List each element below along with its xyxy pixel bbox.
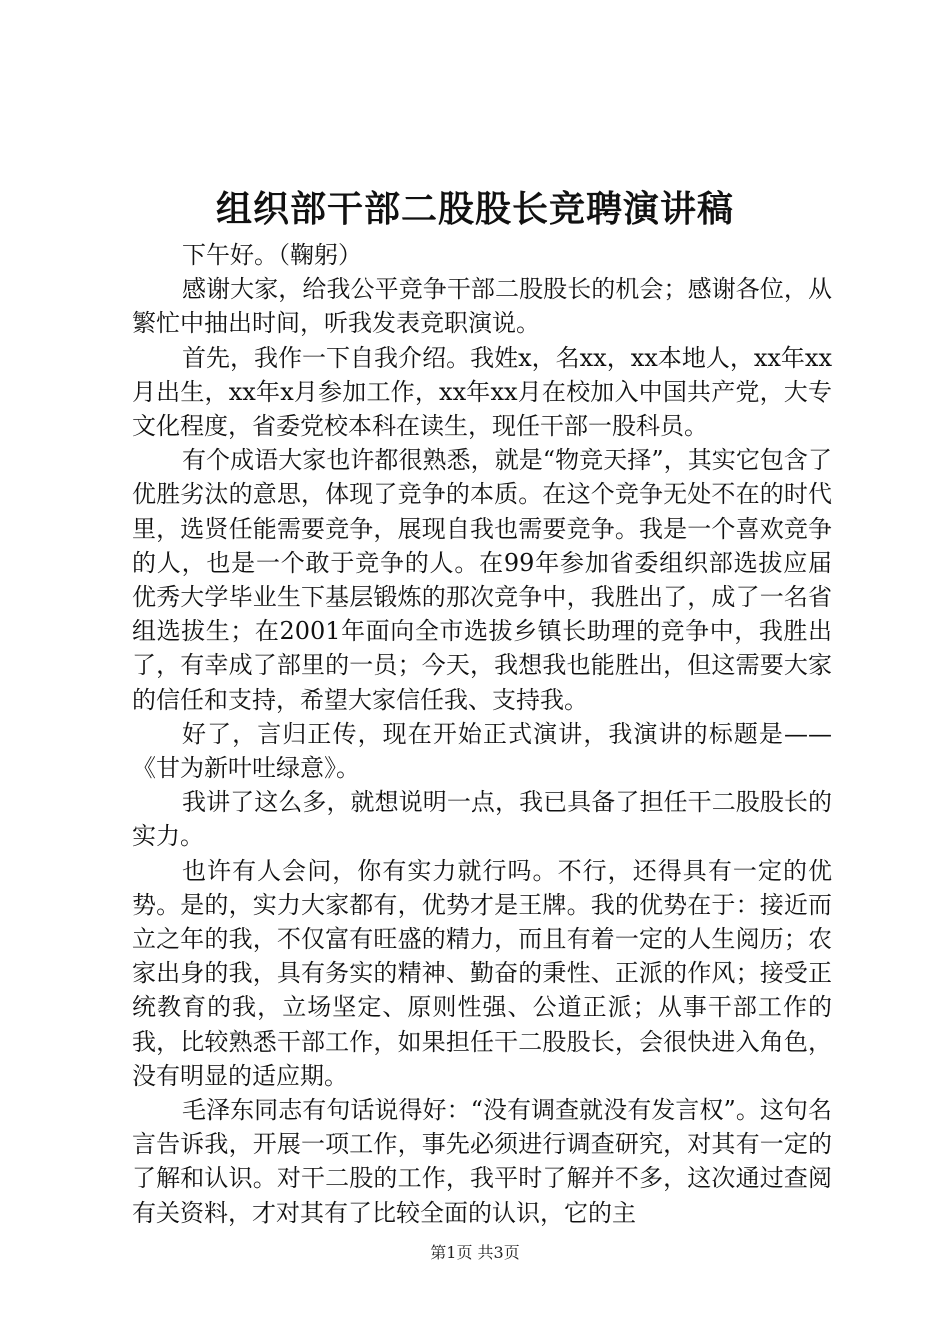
paragraph-investigation: 毛泽东同志有句话说得好：“没有调查就没有发言权”。这句名言告诉我，开展一项工作，事先必须进行调查研究，对其有一定的了解和认识。对干二股的工作，我平时了解并不多，这次通过查阅有关资料，才对其有了比较全面的认识，它的主 (132, 1096, 832, 1227)
paragraph-thanks: 感谢大家，给我公平竞争干部二股股长的机会；感谢各位，从繁忙中抽出时间，听我发表竞职演说。 (132, 275, 832, 338)
document-body (132, 238, 832, 1230)
paragraph-advantages: 也许有人会问，你有实力就行吗。不行，还得具有一定的优势。是的，实力大家都有，优势才是王牌。我的优势在于：接近而立之年的我，不仅富有旺盛的精力，而且有着一定的人生阅历；农家出身的我，具有务实的精神、勤奋的秉性、正派的作风；接受正统教育的我，立场坚定、原则性强、公道正派；从事干部工作的我，比较熟悉干部工作，如果担任干二股股长，会很快进入角色，没有明显的适应期。 (132, 856, 832, 1090)
paragraph-strength: 我讲了这么多，就想说明一点，我已具备了担任干二股股长的实力。 (132, 788, 832, 851)
paragraph-greeting: 下午好。（鞠躬） (182, 241, 362, 269)
page-footer: 第1页 共3页 (430, 1243, 520, 1262)
paragraph-speech-title: 好了，言归正传，现在开始正式演讲，我演讲的标题是——《甘为新叶吐绿意》。 (132, 719, 832, 783)
paragraph-self-introduction: 首先，我作一下自我介绍。我姓x，名xx，xx本地人，xx年xx月出生，xx年x月参加工作，xx年xx月在校加入中国共产党，大专文化程度，省委党校本科在读生，现任干部一股科员。 (132, 343, 832, 441)
paragraph-competition: 有个成语大家也许都很熟悉，就是“物竞天择”，其实它包含了优胜劣汰的意思，体现了竞争的本质。在这个竞争无处不在的时代里，选贤任能需要竞争，展现自我也需要竞争。我是一个喜欢竞争的人，也是一个敢于竞争的人。在99年参加省委组织部选拔应届优秀大学毕业生下基层锻炼的那次竞争中，我胜出了，成了一名省组选拔生；在2001年面向全市选拔乡镇长助理的竞争中，我胜出了，有幸成了部里的一员；今天，我想我也能胜出，但这需要大家的信任和支持，希望大家信任我、支持我。 (132, 446, 832, 714)
document-title: 组织部干部二股股长竞聘演讲稿 (215, 188, 734, 230)
